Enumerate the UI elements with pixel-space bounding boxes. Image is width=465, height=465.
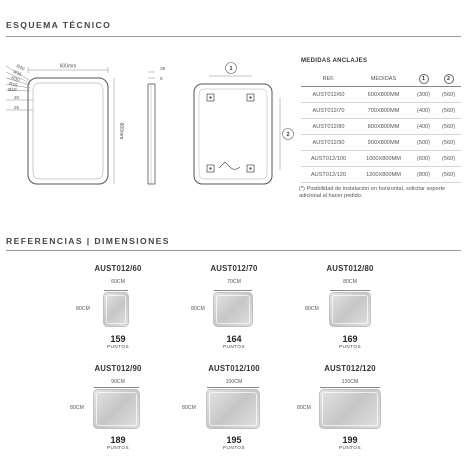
cell-anchor-1: (400) xyxy=(411,119,436,135)
cell-anchor-1: (400) xyxy=(411,103,436,119)
reference-name: AUST012/70 xyxy=(210,264,258,273)
mirror-thumbnail xyxy=(330,293,370,326)
reference-height: 80CM xyxy=(297,405,311,411)
cell-anchor-2: (560) xyxy=(436,103,461,119)
anchors-header-1: 1 xyxy=(419,74,429,84)
section-divider xyxy=(6,36,461,37)
points-label: PUNTOS xyxy=(106,445,130,450)
corner-label-5: Ø18 xyxy=(8,87,17,92)
cell-anchor-2: (560) xyxy=(436,167,461,183)
cell-ref: AUST012/100 xyxy=(301,151,356,167)
points-label: PUNTOS xyxy=(338,344,362,349)
reference-item xyxy=(194,264,274,285)
reference-height: 80CM xyxy=(76,306,90,312)
points-value: 195 xyxy=(226,435,242,445)
reference-points xyxy=(194,435,274,450)
side-depth-label-2: 5 xyxy=(160,77,163,82)
corner-label-2: R35 xyxy=(12,69,23,78)
table-row xyxy=(301,135,461,151)
front-width-label: 600mm xyxy=(59,63,77,70)
reference-points xyxy=(78,435,158,450)
reference-width: 60CM xyxy=(111,279,125,285)
reference-width: 100CM xyxy=(225,379,243,385)
table-row xyxy=(301,103,461,119)
anchors-header-2: 2 xyxy=(444,74,454,84)
table-row xyxy=(301,87,461,103)
reference-width: 90CM xyxy=(111,379,125,385)
reference-height: 80CM xyxy=(182,405,196,411)
cell-ref: AUST012/60 xyxy=(301,87,356,103)
reference-item xyxy=(78,264,158,285)
cell-measures: 600X800MM xyxy=(356,87,411,103)
cell-anchor-2: (560) xyxy=(436,151,461,167)
reference-points xyxy=(310,435,390,450)
anchors-header-measures: MEDIDAS xyxy=(356,72,411,87)
reference-points xyxy=(310,334,390,349)
reference-height: 80CM xyxy=(305,306,319,312)
points-value: 164 xyxy=(226,334,242,344)
reference-points xyxy=(78,334,158,349)
table-row xyxy=(301,119,461,135)
reference-points xyxy=(194,334,274,349)
front-view xyxy=(6,63,124,184)
installation-note: (*) Posibilidad de instalación en horizontal, solicitar soporte adicional al hacer pedido. xyxy=(299,186,446,200)
cell-anchor-2: (560) xyxy=(436,87,461,103)
cell-anchor-1: (300) xyxy=(411,87,436,103)
side-view xyxy=(148,66,166,184)
cell-ref: AUST012/120 xyxy=(301,167,356,183)
reference-item xyxy=(78,364,158,385)
points-value: 159 xyxy=(110,334,126,344)
reference-name: AUST012/60 xyxy=(94,264,142,273)
reference-name: AUST012/100 xyxy=(208,364,260,373)
side-depth-label-1: 35 xyxy=(160,67,166,72)
mirror-thumbnail xyxy=(320,390,380,428)
side-label-1: 20 xyxy=(14,95,20,100)
back-view xyxy=(194,63,294,185)
cell-measures: 1200X800MM xyxy=(356,167,411,183)
reference-item xyxy=(310,264,390,285)
section-divider xyxy=(6,250,461,251)
mirror-thumbnail xyxy=(104,293,128,326)
points-value: 199 xyxy=(342,435,358,445)
cell-anchor-1: (800) xyxy=(411,167,436,183)
cell-ref: AUST012/80 xyxy=(301,119,356,135)
mirror-thumbnail xyxy=(214,293,252,326)
table-row xyxy=(301,151,461,167)
points-value: 189 xyxy=(110,435,126,445)
points-label: PUNTOS xyxy=(106,344,130,349)
reference-name: AUST012/120 xyxy=(324,364,376,373)
anchors-table xyxy=(301,72,461,183)
anchors-header-ref: REF. xyxy=(301,72,356,87)
mirror-thumbnail xyxy=(207,390,259,428)
corner-label-3: R30 xyxy=(10,75,21,83)
side-label-2: 25 xyxy=(14,105,20,110)
cell-measures: 700X800MM xyxy=(356,103,411,119)
cell-measures: 800X800MM xyxy=(356,119,411,135)
back-marker-1: 1 xyxy=(229,66,233,72)
anchors-title: MEDIDAS ANCLAJES xyxy=(301,58,368,64)
points-label: PUNTOS xyxy=(222,445,246,450)
cell-ref: AUST012/90 xyxy=(301,135,356,151)
reference-item xyxy=(194,364,274,385)
cell-anchor-2: (560) xyxy=(436,135,461,151)
technical-drawing xyxy=(0,58,300,190)
points-label: PUNTOS xyxy=(338,445,362,450)
reference-width: 70CM xyxy=(227,279,241,285)
reference-item xyxy=(310,364,390,385)
reference-height: 80CM xyxy=(70,405,84,411)
anchors-header-row xyxy=(301,72,461,87)
cell-measures: 900X800MM xyxy=(356,135,411,151)
reference-name: AUST012/90 xyxy=(94,364,142,373)
points-value: 169 xyxy=(342,334,358,344)
points-label: PUNTOS xyxy=(222,344,246,349)
corner-label-4: R15 xyxy=(8,81,19,88)
corner-label-1: R40 xyxy=(15,63,26,72)
reference-name: AUST012/80 xyxy=(326,264,374,273)
section-title-references: REFERENCIAS | DIMENSIONES xyxy=(6,236,170,246)
mirror-thumbnail xyxy=(94,390,139,428)
table-row xyxy=(301,167,461,183)
cell-measures: 1000X800MM xyxy=(356,151,411,167)
cell-anchor-2: (560) xyxy=(436,119,461,135)
cell-anchor-1: (600) xyxy=(411,151,436,167)
cell-anchor-1: (500) xyxy=(411,135,436,151)
reference-height: 80CM xyxy=(191,306,205,312)
back-marker-2: 2 xyxy=(286,132,290,138)
reference-width: 80CM xyxy=(343,279,357,285)
section-title-technical: ESQUEMA TÉCNICO xyxy=(6,20,112,30)
cell-ref: AUST012/70 xyxy=(301,103,356,119)
front-height-label: 800mm xyxy=(118,122,124,140)
reference-width: 120CM xyxy=(341,379,359,385)
